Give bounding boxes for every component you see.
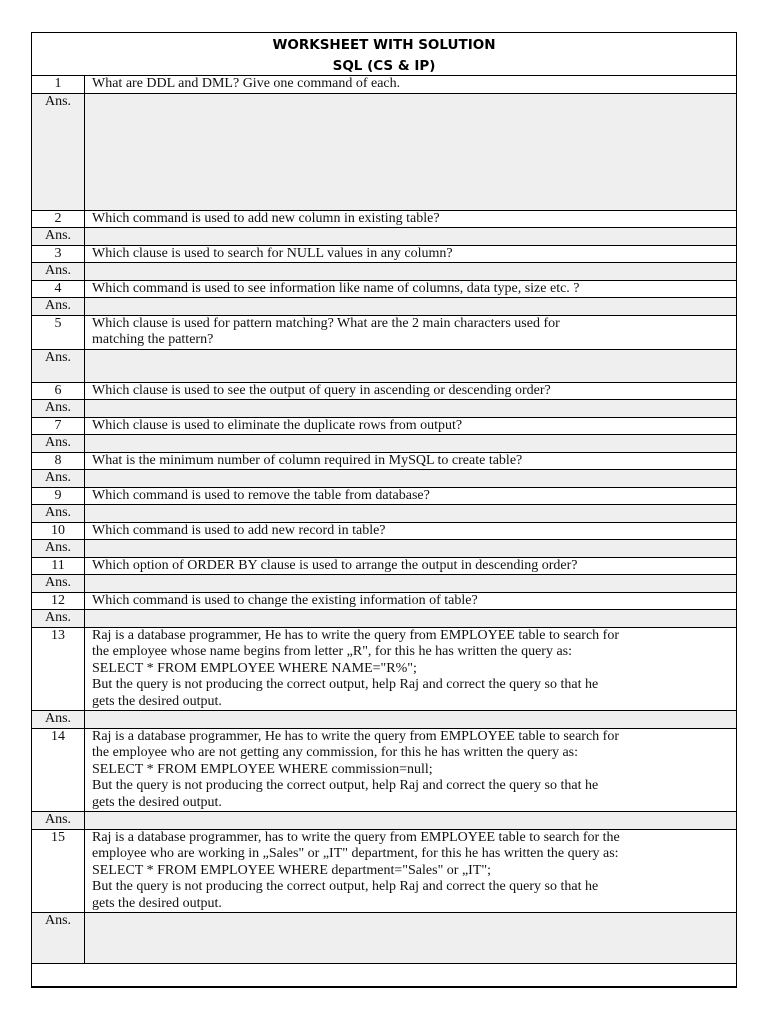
question-line: What is the minimum number of column required in MySQL to create table? — [92, 452, 523, 468]
answer-label: Ans. — [32, 711, 85, 729]
answer-label: Ans. — [32, 470, 85, 488]
answer-field[interactable] — [85, 913, 737, 964]
answer-row — [32, 228, 736, 246]
question-row — [32, 627, 736, 711]
question-line: matching the pattern? — [92, 332, 214, 347]
question-number: 14 — [32, 728, 85, 812]
question-row — [32, 557, 736, 575]
question-text — [85, 522, 737, 540]
worksheet-subtitle: SQL (CS & IP) — [332, 58, 436, 74]
question-row — [32, 76, 736, 94]
question-text — [85, 280, 737, 298]
answer-label: Ans. — [32, 435, 85, 453]
table-footer-row — [32, 964, 736, 987]
question-table — [32, 75, 736, 986]
question-line: Which command is used to change the existing information of table? — [92, 592, 478, 608]
answer-field[interactable] — [85, 470, 737, 488]
worksheet — [31, 32, 737, 988]
question-number: 3 — [32, 245, 85, 263]
answer-row — [32, 435, 736, 453]
question-line: SELECT * FROM EMPLOYEE WHERE department="Sales" or „IT"; — [92, 862, 491, 878]
answer-label: Ans. — [32, 812, 85, 830]
question-line: But the query is not producing the correct output, help Raj and correct the query so that he — [92, 677, 599, 692]
answer-row — [32, 540, 736, 558]
answer-label: Ans. — [32, 93, 85, 210]
question-number: 4 — [32, 280, 85, 298]
question-row — [32, 728, 736, 812]
answer-field[interactable] — [85, 540, 737, 558]
answer-field[interactable] — [85, 298, 737, 316]
question-line: Which clause is used to eliminate the duplicate rows from output? — [92, 417, 463, 433]
answer-label: Ans. — [32, 349, 85, 382]
question-row — [32, 210, 736, 228]
question-number: 5 — [32, 315, 85, 349]
question-line: But the query is not producing the correct output, help Raj and correct the query so that he — [92, 879, 599, 894]
answer-field[interactable] — [85, 812, 737, 830]
question-row — [32, 522, 736, 540]
question-text — [85, 76, 737, 94]
question-text — [85, 382, 737, 400]
question-row — [32, 245, 736, 263]
question-line: Raj is a database programmer, He has to write the query from EMPLOYEE table to search for — [92, 627, 619, 643]
question-text — [85, 557, 737, 575]
answer-field[interactable] — [85, 349, 737, 382]
question-line: Which command is used to see information like name of columns, data type, size etc. ? — [92, 280, 580, 296]
question-row — [32, 452, 736, 470]
answer-row — [32, 812, 736, 830]
worksheet-title: WORKSHEET WITH SOLUTION — [272, 37, 496, 53]
question-line: Raj is a database programmer, has to write the query from EMPLOYEE table to search for the — [92, 829, 620, 845]
answer-row — [32, 349, 736, 382]
question-line: gets the desired output. — [92, 794, 222, 810]
question-number: 15 — [32, 829, 85, 913]
question-line: But the query is not producing the correct output, help Raj and correct the query so that he — [92, 778, 599, 793]
question-line: Raj is a database programmer, He has to write the query from EMPLOYEE table to search for — [92, 728, 619, 744]
answer-row — [32, 298, 736, 316]
question-number: 12 — [32, 592, 85, 610]
question-text — [85, 315, 737, 349]
question-line: Which clause is used to search for NULL values in any column? — [92, 245, 453, 261]
question-row — [32, 829, 736, 913]
answer-label: Ans. — [32, 505, 85, 523]
answer-row — [32, 913, 736, 964]
worksheet-header — [32, 33, 736, 75]
answer-field[interactable] — [85, 93, 737, 210]
footer-cell — [32, 964, 736, 987]
question-text — [85, 592, 737, 610]
question-number: 1 — [32, 76, 85, 94]
answer-row — [32, 470, 736, 488]
answer-field[interactable] — [85, 400, 737, 418]
question-line: Which command is used to remove the table from database? — [92, 487, 430, 503]
question-text — [85, 210, 737, 228]
answer-field[interactable] — [85, 228, 737, 246]
question-line: Which clause is used to see the output of query in ascending or descending order? — [92, 382, 551, 398]
question-line: SELECT * FROM EMPLOYEE WHERE NAME="R%"; — [92, 660, 417, 676]
question-row — [32, 280, 736, 298]
question-line: employee who are working in „Sales" or „IT" department, for this he has written the query as: — [92, 846, 619, 861]
question-row — [32, 315, 736, 349]
question-line: Which clause is used for pattern matching? What are the 2 main characters used for — [92, 315, 560, 331]
answer-field[interactable] — [85, 505, 737, 523]
answer-row — [32, 263, 736, 281]
answer-label: Ans. — [32, 913, 85, 964]
question-text — [85, 829, 737, 913]
answer-row — [32, 400, 736, 418]
answer-field[interactable] — [85, 263, 737, 281]
answer-row — [32, 505, 736, 523]
question-number: 2 — [32, 210, 85, 228]
answer-label: Ans. — [32, 540, 85, 558]
question-number: 11 — [32, 557, 85, 575]
answer-label: Ans. — [32, 228, 85, 246]
question-row — [32, 592, 736, 610]
question-number: 10 — [32, 522, 85, 540]
question-text — [85, 728, 737, 812]
answer-label: Ans. — [32, 575, 85, 593]
question-text — [85, 487, 737, 505]
answer-label: Ans. — [32, 400, 85, 418]
question-number: 13 — [32, 627, 85, 711]
question-text — [85, 627, 737, 711]
question-text — [85, 417, 737, 435]
question-number: 9 — [32, 487, 85, 505]
question-row — [32, 487, 736, 505]
question-line: gets the desired output. — [92, 693, 222, 709]
question-line: the employee who are not getting any commission, for this he has written the query as: — [92, 745, 578, 760]
answer-row — [32, 610, 736, 628]
answer-label: Ans. — [32, 298, 85, 316]
question-line: SELECT * FROM EMPLOYEE WHERE commission=null; — [92, 761, 433, 777]
answer-field[interactable] — [85, 610, 737, 628]
question-line: What are DDL and DML? Give one command of each. — [92, 76, 401, 91]
question-line: Which command is used to add new column in existing table? — [92, 210, 440, 226]
answer-label: Ans. — [32, 610, 85, 628]
question-line: the employee whose name begins from letter „R", for this he has written the query as: — [92, 644, 573, 659]
question-number: 6 — [32, 382, 85, 400]
answer-row — [32, 711, 736, 729]
question-line: Which command is used to add new record in table? — [92, 522, 386, 538]
answer-field[interactable] — [85, 711, 737, 729]
answer-field[interactable] — [85, 435, 737, 453]
question-number: 7 — [32, 417, 85, 435]
answer-row — [32, 93, 736, 210]
answer-label: Ans. — [32, 263, 85, 281]
answer-row — [32, 575, 736, 593]
answer-field[interactable] — [85, 575, 737, 593]
question-row — [32, 382, 736, 400]
question-line: Which option of ORDER BY clause is used to arrange the output in descending order? — [92, 557, 578, 573]
question-number: 8 — [32, 452, 85, 470]
question-row — [32, 417, 736, 435]
question-text — [85, 245, 737, 263]
question-line: gets the desired output. — [92, 895, 222, 911]
question-text — [85, 452, 737, 470]
